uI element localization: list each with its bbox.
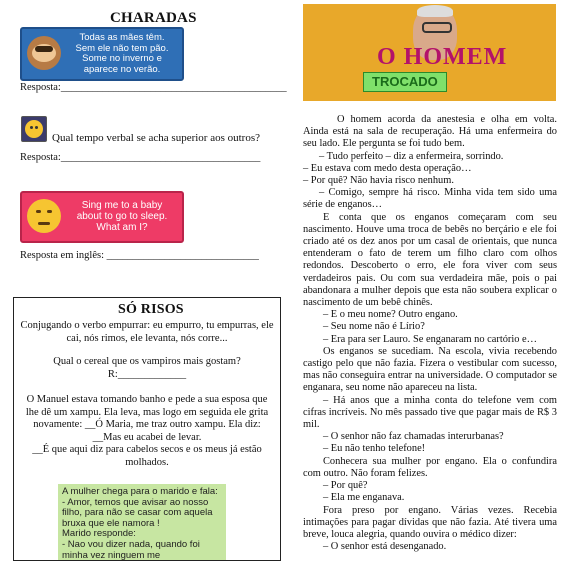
- riddle3-line: What am I?: [96, 222, 148, 233]
- answer3-line[interactable]: Resposta em inglês: _____________________________: [20, 250, 259, 261]
- banner-subtitle-text: TROCADO: [372, 74, 438, 89]
- joke1: Conjugando o verbo empurrar: eu empurro, tu empurras, ele cai, nós rimos, ele levanta, nós corre...: [20, 320, 274, 344]
- banner-subtitle: [363, 72, 447, 92]
- riddle1-line: aparece no verão.: [83, 63, 161, 75]
- story-text: [303, 114, 557, 553]
- green-joke-line: Marido responde:: [62, 528, 136, 540]
- story-paragraph: Os enganos se sucediam. Na escola, vivia recebendo castigo pelo que não fazia. Fizera o vestibular com sucesso, mas não conseguira entrar na universidade. O computador se enganara, seu nome não apareceu na lista.: [303, 345, 557, 394]
- story-paragraph: – Ela me enganava.: [323, 492, 405, 504]
- story-paragraph: – Há anos que a minha conta do telefone vem com cifras incríveis. No mês passado tive que pagar mais de R$ 3 mil.: [303, 394, 557, 431]
- banner-title: O HOMEM: [377, 44, 508, 70]
- riddle3-line: about to go to sleep.: [76, 211, 168, 222]
- story-paragraph: – Seu nome não é Lírio?: [323, 321, 425, 333]
- story-paragraph: – Eu não tenho telefone!: [323, 443, 426, 455]
- riddle1-line: Sem ele não tem pão.: [75, 42, 169, 54]
- story-paragraph: Fora preso por engano. Várias vezes. Recebia intimações para pagar dívidas que não fazia. Até tivera uma breve, louca alegria, quando ouvira o médico dizer:: [303, 504, 557, 540]
- story-banner: [303, 4, 556, 101]
- story-paragraph: – Por quê? Não havia risco nenhum.: [303, 175, 454, 187]
- charadas-title: CHARADAS: [110, 10, 197, 26]
- riddle1-line: Todas as mães têm.: [79, 32, 165, 43]
- story-paragraph: – Comigo, sempre há risco. Minha vida tem sido uma série de enganos…: [303, 187, 557, 211]
- story-paragraph: – E o meu nome? Outro engano.: [323, 309, 458, 321]
- green-joke-line: A mulher chega para o marido e fala:: [62, 486, 218, 497]
- monkey-emoji-icon: [27, 36, 61, 70]
- riddle3-card: [20, 191, 184, 243]
- story-paragraph: – Era para ser Lauro. Se enganaram no cartório e…: [323, 333, 538, 345]
- green-joke-card: [58, 484, 226, 560]
- answer2-line[interactable]: Resposta:______________________________________: [20, 152, 261, 163]
- story-paragraph: – Tudo perfeito – diz a enfermeira, sorrindo.: [319, 150, 504, 162]
- story-paragraph: – Por quê?: [323, 480, 368, 492]
- thinking-emoji-icon: [27, 199, 61, 233]
- riddle2-question: Qual tempo verbal se acha superior aos outros?: [52, 132, 261, 144]
- story-paragraph: – O senhor está desenganado.: [323, 541, 447, 553]
- riddle1-line: Some no inverno e: [82, 53, 162, 64]
- green-joke-line: - Amor, temos que avisar ao nosso filho, para não se casar com aquela bruxa que ele namora !: [62, 496, 213, 529]
- answer1-line[interactable]: Resposta:___________________________________________: [20, 82, 287, 93]
- riddle3-line: Sing me to a baby: [81, 200, 163, 211]
- story-paragraph: – O senhor não faz chamadas interurbanas?: [323, 431, 504, 443]
- riddle1-card: [20, 27, 184, 81]
- thinking-face-icon: [21, 116, 47, 142]
- story-paragraph: Conhecera sua mulher por engano. Ela o confundira com outro. Não foram felizes.: [303, 455, 557, 479]
- so-risos-title: SÓ RISOS: [118, 302, 184, 317]
- story-paragraph: O homem acorda da anestesia e olha em volta. Ainda está na sala de recuperação. Há uma enfermeira do seu lado. Ele pergunta se foi tudo bem.: [303, 114, 557, 150]
- story-paragraph: E conta que os enganos começaram com seu nascimento. Houve uma troca de bebês no berçário e ele foi criado até os dez anos por um casal de orientais, que nunca entenderam o fato de terem um filho claro com olhos redondos. Descoberto o erro, ele fora viver com seus verdadeiros pais. Ou com sua verdadeira mãe, pois o pai abandonara a mulher depois que esta não soubera explicar o nascimento de um bebê chinês.: [303, 211, 557, 309]
- joke3: O Manuel estava tomando banho e pede a sua esposa que lhe dê um xampu. Ela leva, mas logo em seguida ele grita novamente: __Ó Maria, me traz outro xampu. Ela diz: __Mas eu acabei de levar.: [25, 394, 269, 443]
- green-joke-line: - Nao vou dizer nada, quando foi minha vez ninguem me: [62, 538, 200, 560]
- joke2-question: Qual o cereal que os vampiros mais gostam?: [53, 356, 241, 367]
- so-risos-box: [13, 297, 281, 561]
- joke2-answer[interactable]: R:_____________: [107, 369, 187, 380]
- joke3-punchline: __É que aqui diz para cabelos secos e os meus já estão molhados.: [32, 444, 262, 468]
- story-paragraph: – Eu estava com medo desta operação…: [303, 162, 472, 174]
